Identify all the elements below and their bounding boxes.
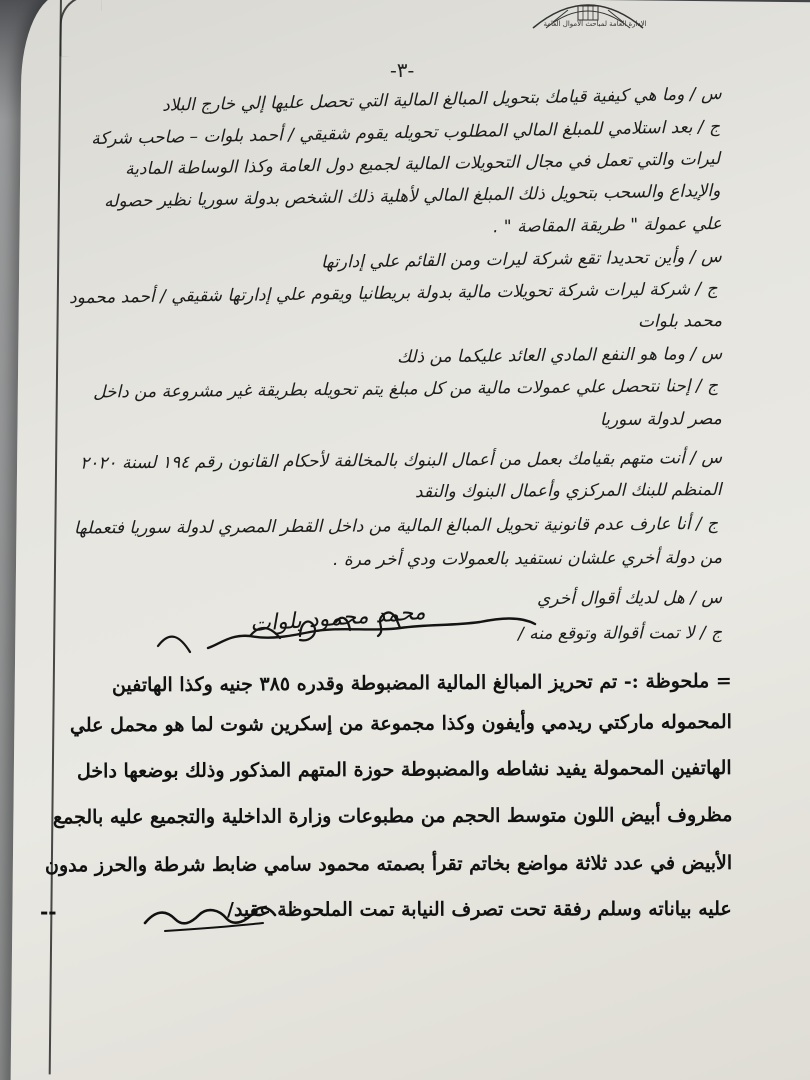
text-line-14: ج / أنا عارف عدم قانونية تحويل المبالغ المالية من داخل القطر المصري لدولة سوريا فتعملها (73, 514, 719, 539)
text-line-13: المنظم للبنك المركزي وأعمال البنوك والنقد (415, 480, 723, 503)
text-line-2: ج / بعد استلامي للمبلغ المالي المطلوب تحويله يقوم شقيقي / أحمد بلوات – صاحب شركة (90, 117, 721, 150)
text-line-12: س / أنت متهم بقيامك بعمل من أعمال البنوك بالمخالفة لأحكام القانون رقم ١٩٤ لسنة ٢٠٢٠ (79, 448, 723, 474)
text-line-9: س / وما هو النفع المادي العائد عليكما من ذلك (396, 344, 723, 368)
text-line-16: س / هل لديك أقوال أخري (536, 588, 723, 609)
text-line-15: من دولة أخري علشان نستفيد بالعمولات ودي أخر مرة . (332, 548, 723, 571)
text-line-10: ج / إحنا نتحصل علي عمولات مالية من كل مبلغ يتم تحويله بطريقة غير مشروعة من داخل (92, 376, 719, 403)
text-line-3: ليرات والتي تعمل في مجال التحويلات المالية لجميع دول العامة وكذا الوساطة المادية (124, 149, 721, 180)
text-line-8: محمد بلوات (637, 311, 723, 332)
note-line-1: = ملحوظة :- تم تحريز المبالغ المالية المضبوطة وقدره ٣٨٥ جنيه وكذا الهاتفين (112, 670, 733, 697)
accused-signature-text: محمد محمود بلوات (249, 599, 427, 638)
note-line-5: الأبيض في عدد ثلاثة مواضع بخاتم تقرأ بصمته محمود سامي ضابط شرطة والحرز مدون (44, 852, 733, 877)
seal-caption: الإدارة العامة لمباحث الأموال العامة (543, 20, 647, 28)
text-line-1: س / وما هي كيفية قيامك بتحويل المبالغ المالية التي تحصل عليها إلي خارج البلاد (162, 84, 723, 116)
officer-signature (135, 893, 285, 943)
end-mark: -- (40, 900, 57, 924)
text-line-5: علي عمولة " طريقة المقاصة " . (493, 214, 723, 238)
note-line-6: عليه بياناته وسلم رفقة تحت تصرف النيابة تمت الملحوظة عقيد/ (227, 898, 733, 921)
page-number: -٣- (390, 58, 415, 82)
note-line-2: المحموله ماركتي ريدمي وأيفون وكذا مجموعة من إسكرين شوت لما هو محمل علي (70, 711, 733, 737)
note-line-4: مظروف أبيض اللون متوسط الحجم من مطبوعات وزارة الداخلية والتجميع عليه بالجمع (52, 804, 733, 829)
note-line-3: الهاتفين المحمولة يفيد نشاطه والمضبوطة حوزة المتهم المذكور وذلك بوضعها داخل (77, 757, 733, 783)
text-line-4: والإيداع والسحب بتحويل ذلك المبلغ المالي لأهلية ذلك الشخص بدولة سوريا نظير حصوله (103, 181, 721, 212)
text-line-11: مصر لدولة سوريا (600, 409, 723, 431)
text-line-6: س / وأين تحديدا تقع شركة ليرات ومن القائم علي إدارتها (321, 247, 723, 273)
page-border-corner (59, 0, 102, 57)
text-line-7: ج / شركة ليرات شركة تحويلات مالية بدولة بريطانيا ويقوم علي إدارتها شقيقي / أحمد محمود (69, 279, 719, 309)
text-line-17: ج / لا تمت أقوالة وتوقع منه / (517, 623, 723, 645)
